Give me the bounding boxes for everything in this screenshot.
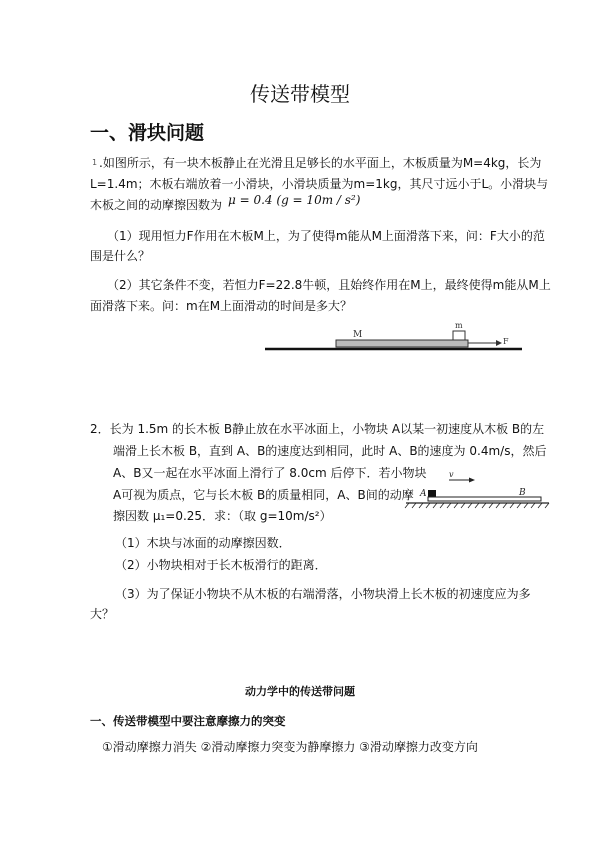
label-v: v bbox=[449, 470, 454, 479]
problem2-line4: A可视为质点，它与长木板 B的质量相同，A、B间的动摩 bbox=[113, 488, 414, 502]
problem2-figure-board-block bbox=[403, 470, 551, 516]
problem2-line2: 端滑上长木板 B，直到 A、B的速度达到相同，此时 A、B的速度为 0.4m/s，然后 bbox=[113, 444, 547, 458]
block-m bbox=[453, 331, 465, 340]
conveyor-subtitle: 动力学中的传送带问题 bbox=[245, 685, 355, 698]
section-heading-conveyor: 一、传送带模型中要注意摩擦力的突变 bbox=[90, 714, 286, 728]
label-M: M bbox=[353, 330, 363, 340]
problem2-q3-line2: 大？ bbox=[90, 607, 115, 621]
problem2-q1: （1）木块与冰面的动摩擦因数． bbox=[115, 536, 291, 550]
problem2-line1: 2．长为 1.5m 的长木板 B静止放在水平冰面上，小物块 A以某一初速度从木板 B的左 bbox=[90, 422, 545, 436]
problem1-q2-line2: 面滑落下来。问：m在M上面滑动的时间是多大？ bbox=[90, 299, 353, 313]
board-M bbox=[336, 340, 468, 347]
label-m: m bbox=[455, 321, 463, 330]
problem2-line3: A、B又一起在水平冰面上滑行了 8.0cm 后停下．若小物块 bbox=[113, 466, 427, 480]
friction-change-list: ①滑动摩擦力消失 ②滑动摩擦力突变为静摩擦力 ③滑动摩擦力改变方向 bbox=[102, 740, 478, 754]
problem2-q3-line1: （3）为了保证小物块不从木板的右端滑落，小物块滑上长木板的初速度应为多 bbox=[115, 587, 531, 601]
velocity-arrow-head bbox=[469, 478, 475, 483]
force-arrow-head bbox=[496, 340, 502, 346]
problem1-line2: L=1.4m；木板右端放着一小滑块，小滑块质量为m=1kg，其尺寸远小于L。小滑块与 bbox=[90, 177, 549, 191]
label-B: B bbox=[519, 488, 526, 498]
ice-surface-hatching bbox=[405, 503, 549, 508]
problem1-formula: μ = 0.4 (g = 10m / s²) bbox=[228, 193, 361, 207]
problem1-number: 1 bbox=[92, 158, 98, 167]
problem1-q1-line2: 围是什么？ bbox=[90, 249, 151, 263]
problem1-figure-board-block bbox=[260, 318, 530, 358]
problem1-line1: .如图所示，有一块木板静止在光滑且足够长的水平面上，木板质量为M=4kg，长为 bbox=[99, 156, 542, 170]
problem1-q2-line1: （2）其它条件不变，若恒力F=22.8牛顿，且始终作用在M上，最终使得m能从M上 bbox=[107, 278, 551, 292]
page-title: 传送带模型 bbox=[250, 82, 350, 106]
section-heading-slider: 一、滑块问题 bbox=[90, 122, 205, 144]
label-A: A bbox=[420, 489, 427, 499]
label-F: F bbox=[503, 337, 509, 346]
block-A bbox=[428, 490, 436, 497]
problem1-q1-line1: （1）现用恒力F作用在木板M上，为了使得m能从M上面滑落下来，问：F大小的范 bbox=[107, 229, 545, 243]
problem1-line3: 木板之间的动摩擦因数为 bbox=[90, 198, 223, 212]
problem2-q2: （2）小物块相对于长木板滑行的距离． bbox=[115, 558, 327, 572]
problem2-line5: 擦因数 μ₁=0.25．求：（取 g=10m/s²） bbox=[113, 509, 332, 523]
